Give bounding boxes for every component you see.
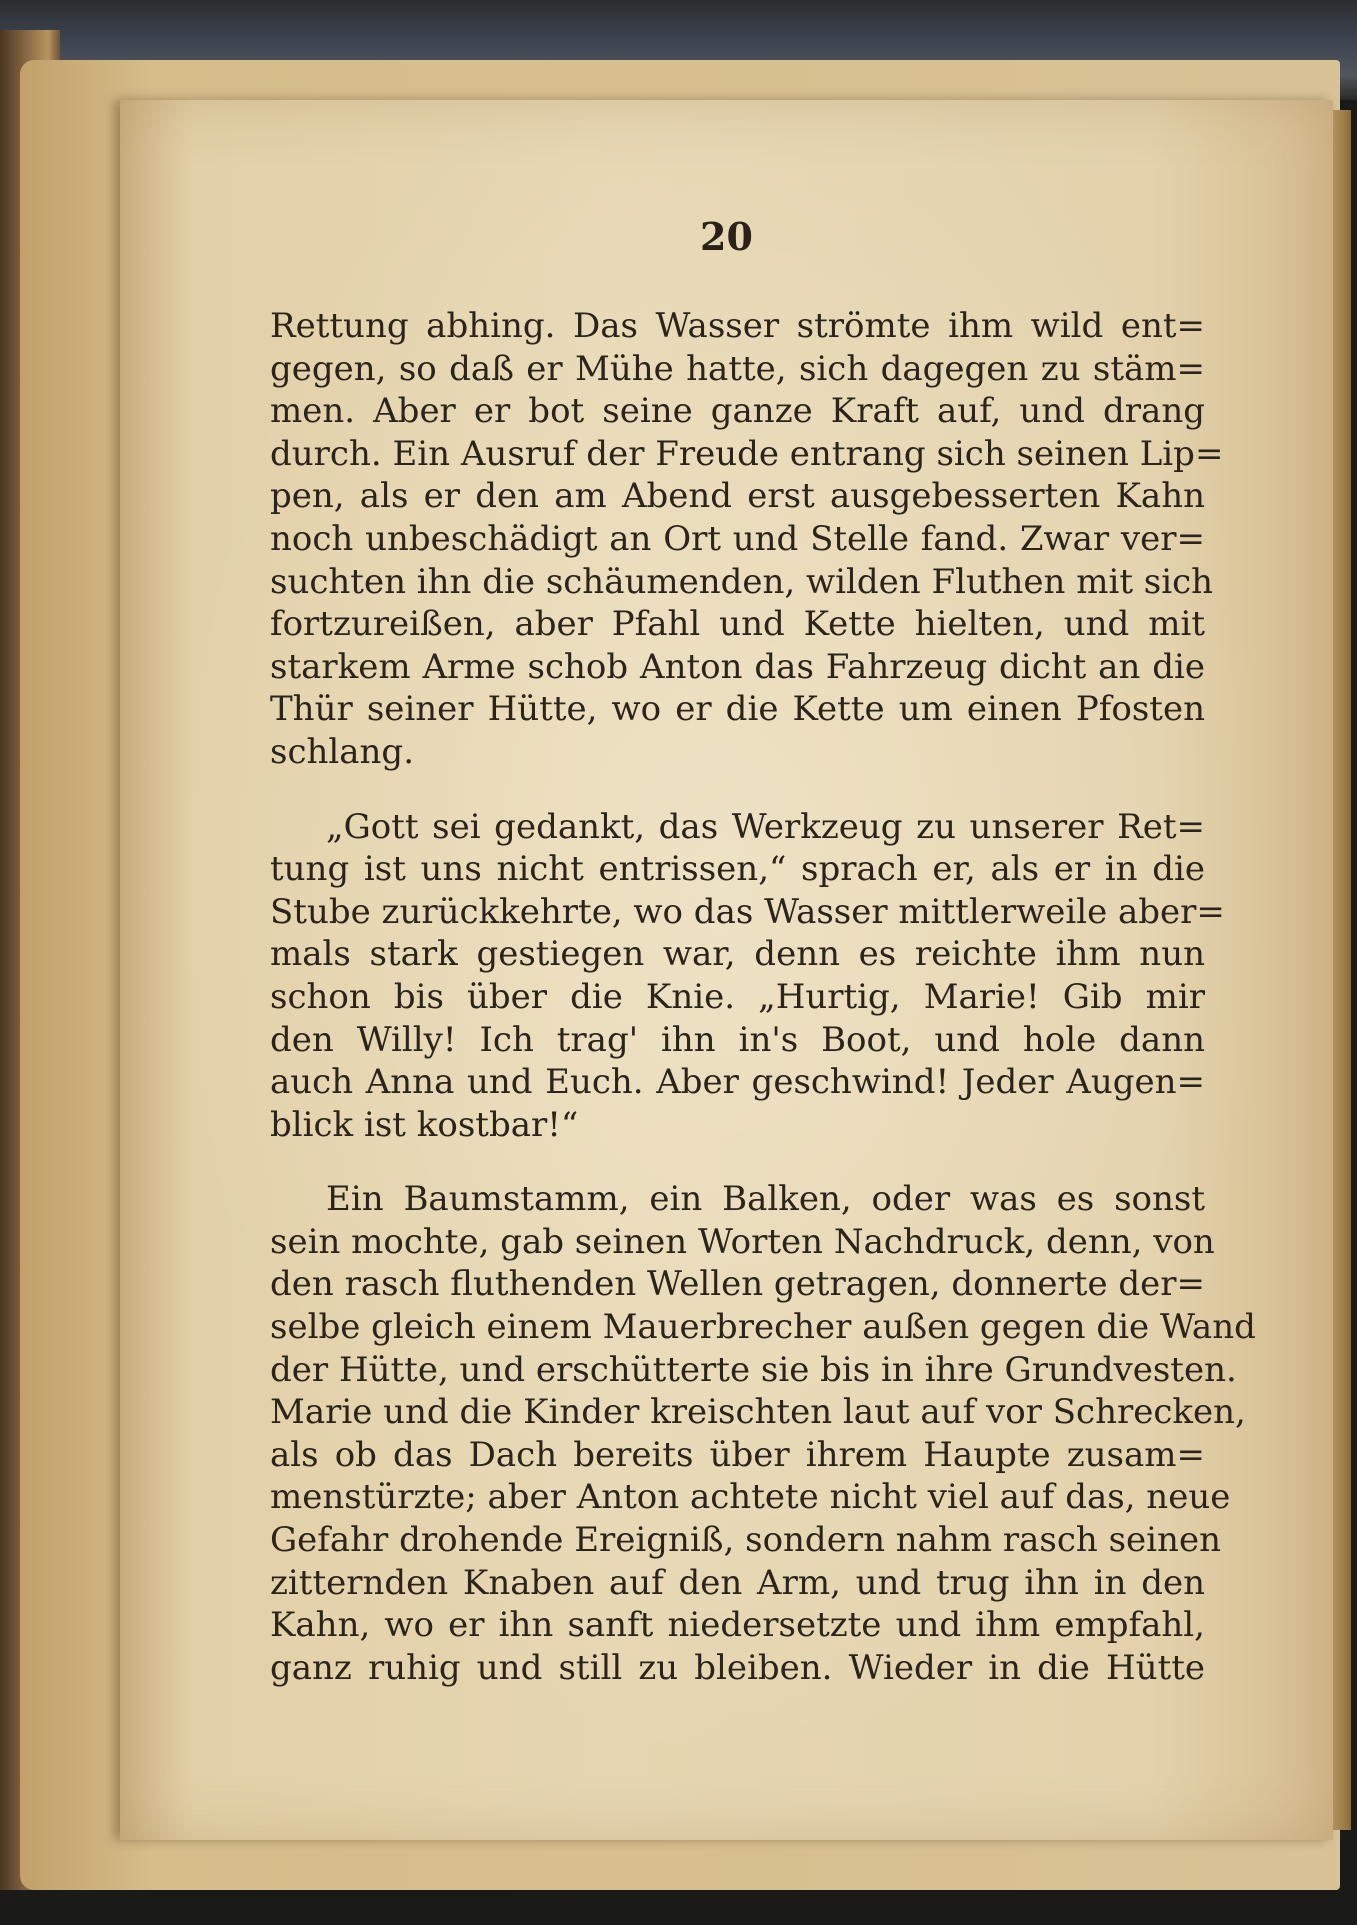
text-line: schlang. <box>270 731 415 772</box>
book-page <box>120 100 1333 1840</box>
paragraph-3 <box>270 1178 1256 1689</box>
text-line: Marie und die Kinder kreischten laut auf vor Schrecken, <box>270 1392 1246 1433</box>
page-right-edge <box>1333 110 1351 1830</box>
paragraph-1 <box>270 305 1224 774</box>
text-line: pen, als er den am Abend erst ausgebesserten Kahn <box>270 476 1205 517</box>
text-line: Stube zurückkehrte, wo das Wasser mittlerweile aber= <box>270 891 1225 932</box>
text-line: menstürzte; aber Anton achtete nicht viel auf das, neue <box>270 1477 1231 1518</box>
text-line: Rettung abhing. Das Wasser strömte ihm wild ent= <box>270 306 1205 346</box>
text-line: ganz ruhig und still zu bleiben. Wieder in die Hütte <box>270 1647 1205 1688</box>
page-text <box>270 305 1256 1689</box>
text-line: zitternden Knaben auf den Arm, und trug ihn in den <box>270 1562 1205 1603</box>
text-line: suchten ihn die schäumenden, wilden Fluthen mit sich <box>270 561 1214 602</box>
text-line: Kahn, wo er ihn sanft niedersetzte und ihm empfahl, <box>270 1605 1205 1646</box>
text-line: noch unbeschädigt an Ort und Stelle fand. Zwar ver= <box>270 518 1205 559</box>
text-line: Gefahr drohende Ereigniß, sondern nahm rasch seinen <box>270 1520 1221 1561</box>
text-line: mals stark gestiegen war, denn es reichte ihm nun <box>270 934 1205 975</box>
text-line: Thür seiner Hütte, wo er die Kette um einen Pfosten <box>270 689 1205 730</box>
text-line: den rasch fluthenden Wellen getragen, donnerte der= <box>270 1264 1206 1305</box>
text-line: tung ist uns nicht entrissen,“ sprach er, als er in die <box>270 849 1205 890</box>
text-line: auch Anna und Euch. Aber geschwind! Jeder Augen= <box>270 1062 1205 1103</box>
text-line: Ein Baumstamm, ein Balken, oder was es sonst <box>326 1179 1205 1220</box>
text-line: men. Aber er bot seine ganze Kraft auf, und drang <box>270 391 1205 432</box>
text-line: blick ist kostbar!“ <box>270 1104 579 1145</box>
text-line: schon bis über die Knie. „Hurtig, Marie! Gib mir <box>270 976 1205 1017</box>
text-line: gegen, so daß er Mühe hatte, sich dagegen zu stäm= <box>270 348 1205 389</box>
text-line: sein mochte, gab seinen Worten Nachdruck, denn, von <box>270 1221 1215 1262</box>
page-number: 20 <box>700 214 753 259</box>
text-line: fortzureißen, aber Pfahl und Kette hielten, und mit <box>270 604 1205 645</box>
text-line: selbe gleich einem Mauerbrecher außen gegen die Wand <box>270 1307 1256 1348</box>
text-line: den Willy! Ich trag' ihn in's Boot, und hole dann <box>270 1019 1205 1060</box>
text-line: als ob das Dach bereits über ihrem Haupte zusam= <box>270 1434 1205 1475</box>
text-line: „Gott sei gedankt, das Werkzeug zu unserer Ret= <box>326 806 1205 847</box>
paragraph-2 <box>270 806 1225 1147</box>
text-line: durch. Ein Ausruf der Freude entrang sich seinen Lip= <box>270 433 1224 474</box>
text-line: starkem Arme schob Anton das Fahrzeug dicht an die <box>270 646 1205 687</box>
text-line: der Hütte, und erschütterte sie bis in ihre Grundvesten. <box>270 1349 1237 1390</box>
